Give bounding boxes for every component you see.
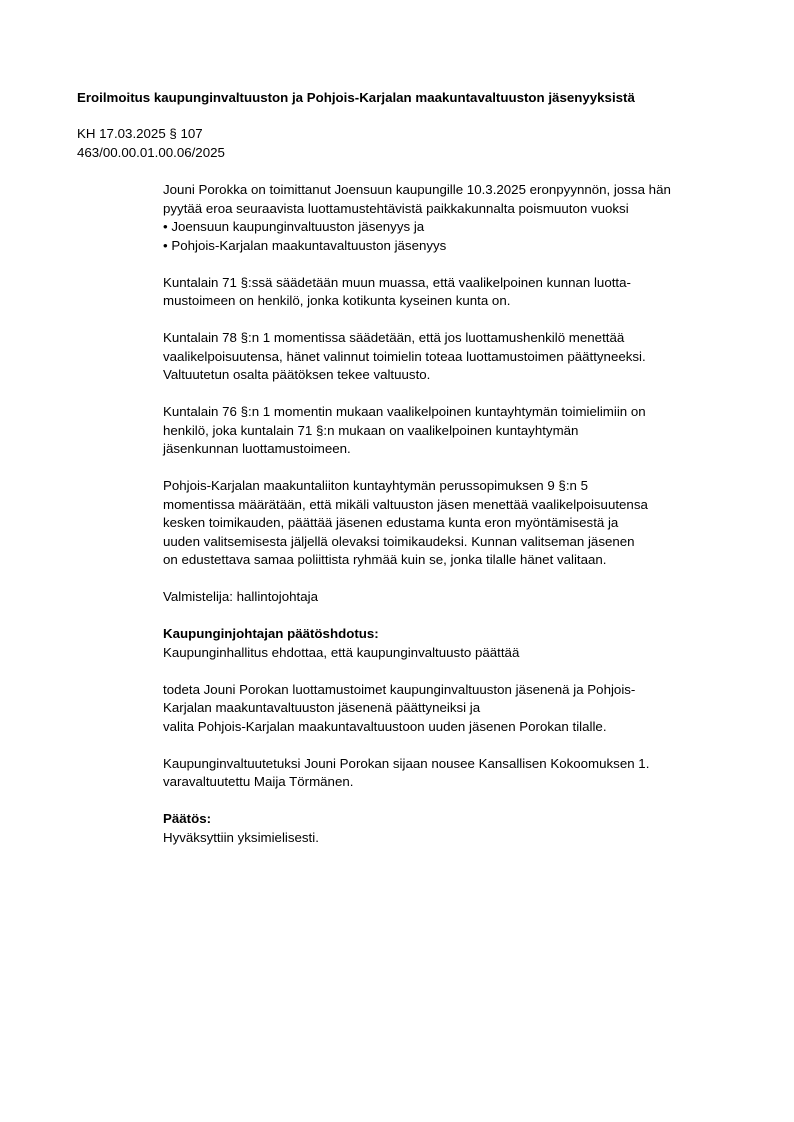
text-line: on edustettava samaa poliittista ryhmää kuin se, jonka tilalle hänet valitaan. (163, 552, 607, 567)
text-line: uuden valitsemisesta jäljellä olevaksi toimikaudeksi. Kunnan valitseman jäsenen (163, 533, 635, 549)
paragraph-law-76 (163, 403, 743, 459)
text-line: mustoimeen on henkilö, jonka kotikunta kyseinen kunta on. (163, 293, 511, 308)
paragraph-law-71 (163, 274, 743, 311)
text-line: Kuntalain 78 §:n 1 momentissa säädetään, että jos luottamushenkilö menettää (163, 330, 625, 345)
paragraph-resignation (163, 181, 743, 255)
bullet-item: • Joensuun kaupunginvaltuuston jäsenyys ja (163, 219, 425, 234)
text-line: pyytää eroa seuraavista luottamustehtävistä paikkakunnalta poismuuton vuoksi (163, 200, 629, 216)
paragraph-decision (163, 810, 743, 847)
text-line: Pohjois-Karjalan maakuntaliiton kuntayhtymän perussopimuksen 9 §:n 5 (163, 478, 589, 493)
text-line: Karjalan maakuntavaltuuston jäsenenä päättyneiksi ja (163, 700, 481, 715)
meeting-reference (77, 125, 225, 162)
text-line: henkilö, joka kuntalain 71 §:n mukaan on vaalikelpoinen kuntayhtymän (163, 422, 579, 438)
paragraph-agreement (163, 477, 743, 570)
text-line: Hyväksyttiin yksimielisesti. (163, 829, 319, 845)
text-line: Kaupunginvaltuutetuksi Jouni Porokan sijaan nousee Kansallisen Kokoomuksen 1. (163, 755, 650, 771)
text-line: valita Pohjois-Karjalan maakuntavaltuustoon uuden jäsenen Porokan tilalle. (163, 718, 607, 734)
document-body (163, 181, 743, 866)
meeting-date-section: KH 17.03.2025 § 107 (77, 126, 203, 141)
text-line: kesken toimikauden, päättää jäsenen edustama kunta eron myöntämisestä ja (163, 515, 619, 530)
paragraph-preparer (163, 588, 743, 607)
text-line: vaalikelpoisuutensa, hänet valinnut toimielin toteaa luottamustoimen päättyneeksi. (163, 348, 646, 364)
text-line: momentissa määrätään, että mikäli valtuuston jäsen menettää vaalikelpoisuutensa (163, 496, 648, 512)
paragraph-proposal (163, 625, 743, 662)
paragraph-proposal-items (163, 681, 743, 737)
text-line: Kuntalain 71 §:ssä säädetään muun muassa, että vaalikelpoinen kunnan luotta- (163, 274, 631, 290)
bullet-item: • Pohjois-Karjalan maakuntavaltuuston jäsenyys (163, 237, 447, 253)
text-line: Kaupunginhallitus ehdottaa, että kaupunginvaltuusto päättää (163, 644, 520, 660)
text-line: Jouni Porokka on toimittanut Joensuun kaupungille 10.3.2025 eronpyynnön, jossa hän (163, 182, 671, 197)
text-line: jäsenkunnan luottamustoimeen. (163, 441, 351, 456)
proposal-heading: Kaupunginjohtajan päätöshdotus: (163, 626, 379, 641)
decision-heading: Päätös: (163, 811, 212, 826)
record-number: 463/00.00.01.00.06/2025 (77, 144, 225, 160)
text-line: Valtuutetun osalta päätöksen tekee valtuusto. (163, 367, 431, 382)
text-line: varavaltuutettu Maija Törmänen. (163, 774, 354, 789)
paragraph-law-78 (163, 329, 743, 385)
text-line: Kuntalain 76 §:n 1 momentin mukaan vaalikelpoinen kuntayhtymän toimielimiin on (163, 404, 646, 419)
text-line: todeta Jouni Porokan luottamustoimet kaupunginvaltuuston jäsenenä ja Pohjois- (163, 681, 636, 697)
text-line: Valmistelija: hallintojohtaja (163, 589, 318, 604)
document-title: Eroilmoitus kaupunginvaltuuston ja Pohjois-Karjalan maakuntavaltuuston jäsenyyksistä (77, 90, 635, 105)
paragraph-substitute (163, 755, 743, 792)
